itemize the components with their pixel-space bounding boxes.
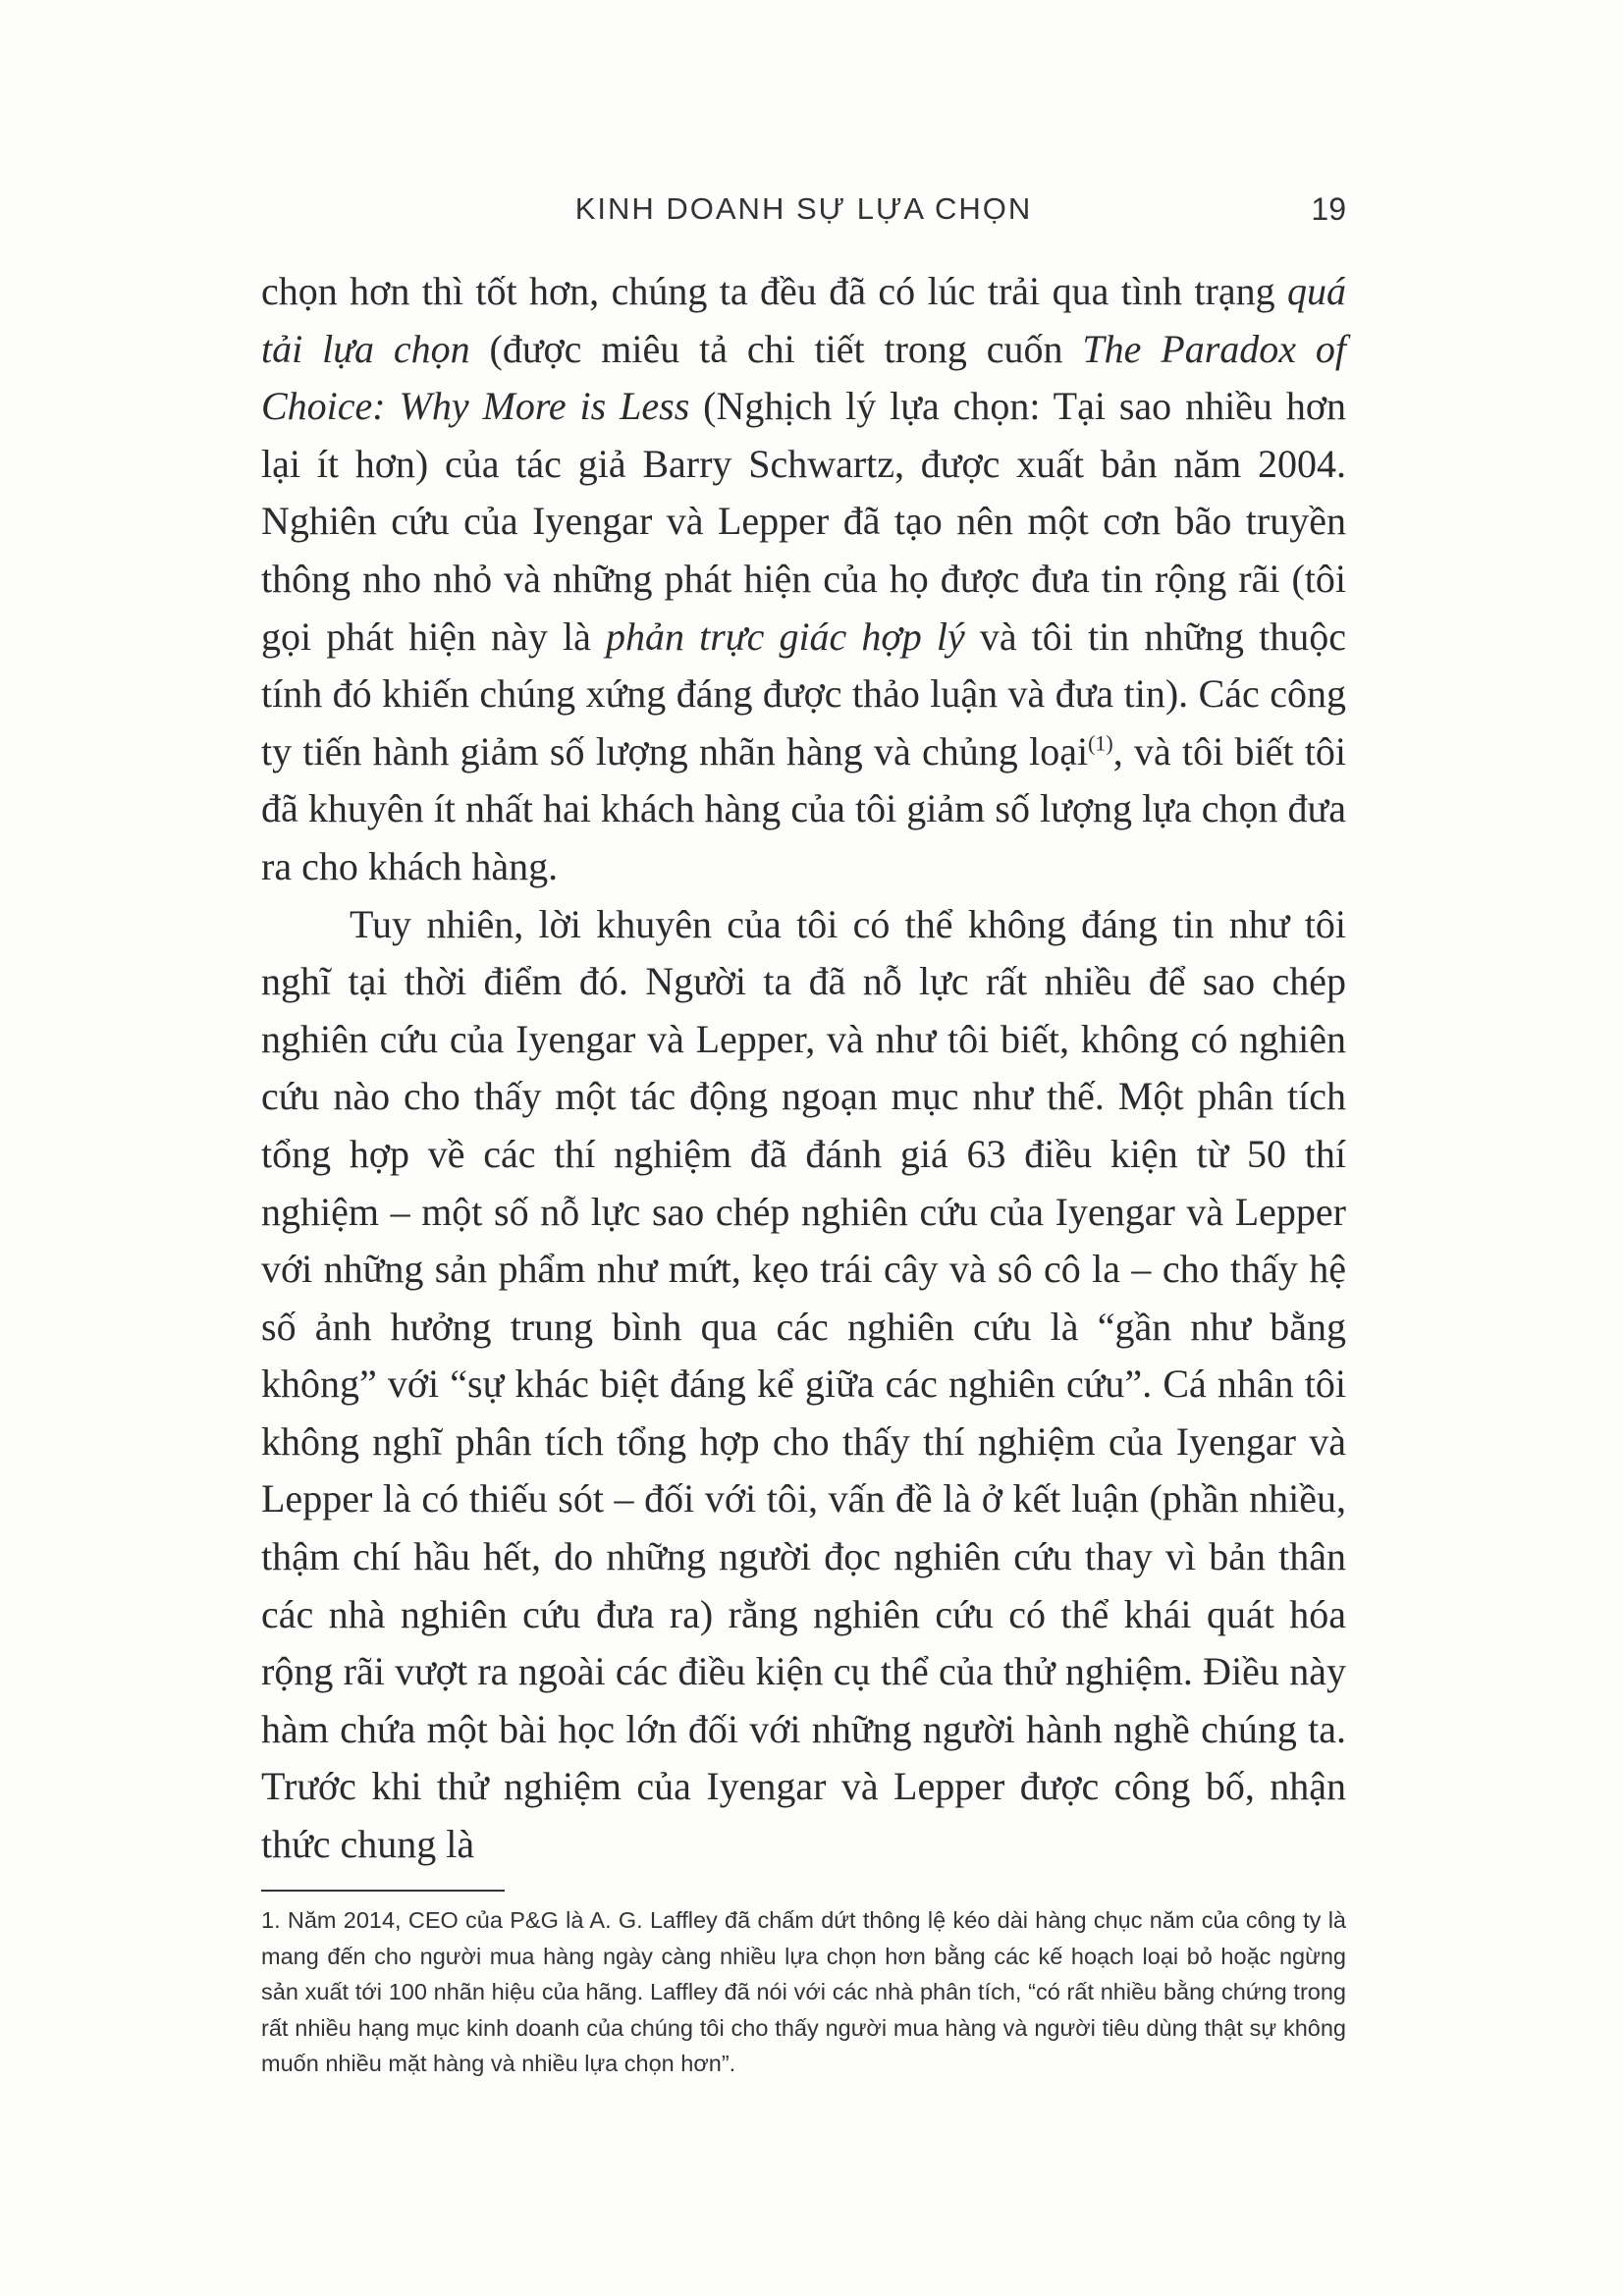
footnote-divider xyxy=(261,1890,505,1892)
footnote xyxy=(261,1902,1346,2082)
paragraph-1-text-1: chọn hơn thì tốt hơn, chúng ta đều đã có lúc trải qua tình trạng xyxy=(261,269,1287,313)
page-number: 19 xyxy=(1311,191,1346,227)
footnote-reference: (1) xyxy=(1088,730,1113,756)
running-title: KINH DOANH SỰ LỰA CHỌN xyxy=(574,191,1033,226)
paragraph-2: Tuy nhiên, lời khuyên của tôi có thể không đáng tin như tôi nghĩ tại thời điểm đó. Người ta đã nỗ lực rất nhiều để sao chép nghiên cứu của Iyengar và Lepper, và như tôi biết, không có nghiên cứu nào cho thấy một tác động ngoạn mục như thế. Một phân tích tổng hợp về các thí nghiệm đã đánh giá 63 điều kiện từ 50 thí nghiệm – một số nỗ lực sao chép nghiên cứu của Iyengar và Lepper với những sản phẩm như mứt, kẹo trái cây và sô cô la – cho thấy hệ số ảnh hưởng trung bình qua các nghiên cứu là “gần như bằng không” với “sự khác biệt đáng kể giữa các nghiên cứu”. Cá nhân tôi không nghĩ phân tích tổng hợp cho thấy thí nghiệm của Iyengar và Lepper là có thiếu sót – đối với tôi, vấn đề là ở kết luận (phần nhiều, thậm chí hầu hết, do những người đọc nghiên cứu thay vì bản thân các nhà nghiên cứu đưa ra) rằng nghiên cứu có thể khái quát hóa rộng rãi vượt ra ngoài các điều kiện cụ thể của thử nghiệm. Điều này hàm chứa một bài học lớn đối với những người hành nghề chúng ta. Trước khi thử nghiệm của Iyengar và Lepper được công bố, nhận thức chung là xyxy=(261,901,1346,1867)
footnote-1: 1. Năm 2014, CEO của P&G là A. G. Laffley đã chấm dứt thông lệ kéo dài hàng chục năm của công ty là mang đến cho người mua hàng ngày càng nhiều lựa chọn hơn bằng các kế hoạch loại bỏ hoặc ngừng sản xuất tới 100 nhãn hiệu của hãng. Laffley đã nói với các nhà phân tích, “có rất nhiều bằng chứng trong rất nhiều hạng mục kinh doanh của chúng tôi cho thấy người mua hàng và người tiêu dùng thật sự không muốn nhiều mặt hàng và nhiều lựa chọn hơn”. xyxy=(261,1907,1346,2076)
term-choice-overload: quá tải lựa chọn xyxy=(261,269,1346,371)
term-rational-counterintuitive: phản trực giác hợp lý xyxy=(605,614,965,659)
paragraph-1-text-5: , và tôi biết tôi đã khuyên ít nhất hai khách hàng của tôi giảm số lượng lựa chọn đưa ra cho khách hàng. xyxy=(261,728,1346,888)
running-header xyxy=(261,185,1346,234)
paragraph-1-text-2: (được miêu tả chi tiết trong cuốn xyxy=(469,326,1083,371)
paragraph-1 xyxy=(261,263,1346,896)
paragraph-1-text-4: và tôi tin những thuộc tính đó khiến chúng xứng đáng được thảo luận và đưa tin). Các công ty tiến hành giảm số lượng nhãn hàng và chủng loại xyxy=(261,614,1346,774)
body-text xyxy=(261,263,1346,1874)
book-title-paradox-of-choice: The Paradox of Choice: Why More is Less xyxy=(261,326,1347,429)
paragraph-1-text-3: (Nghịch lý lựa chọn: Tại sao nhiều hơn lại ít hơn) của tác giả Barry Schwartz, được xuất bản năm 2004. Nghiên cứu của Iyengar và Lepper đã tạo nên một cơn bão truyền thông nho nhỏ và những phát hiện của họ được đưa tin rộng rãi (tôi gọi phát hiện này là xyxy=(261,384,1346,659)
